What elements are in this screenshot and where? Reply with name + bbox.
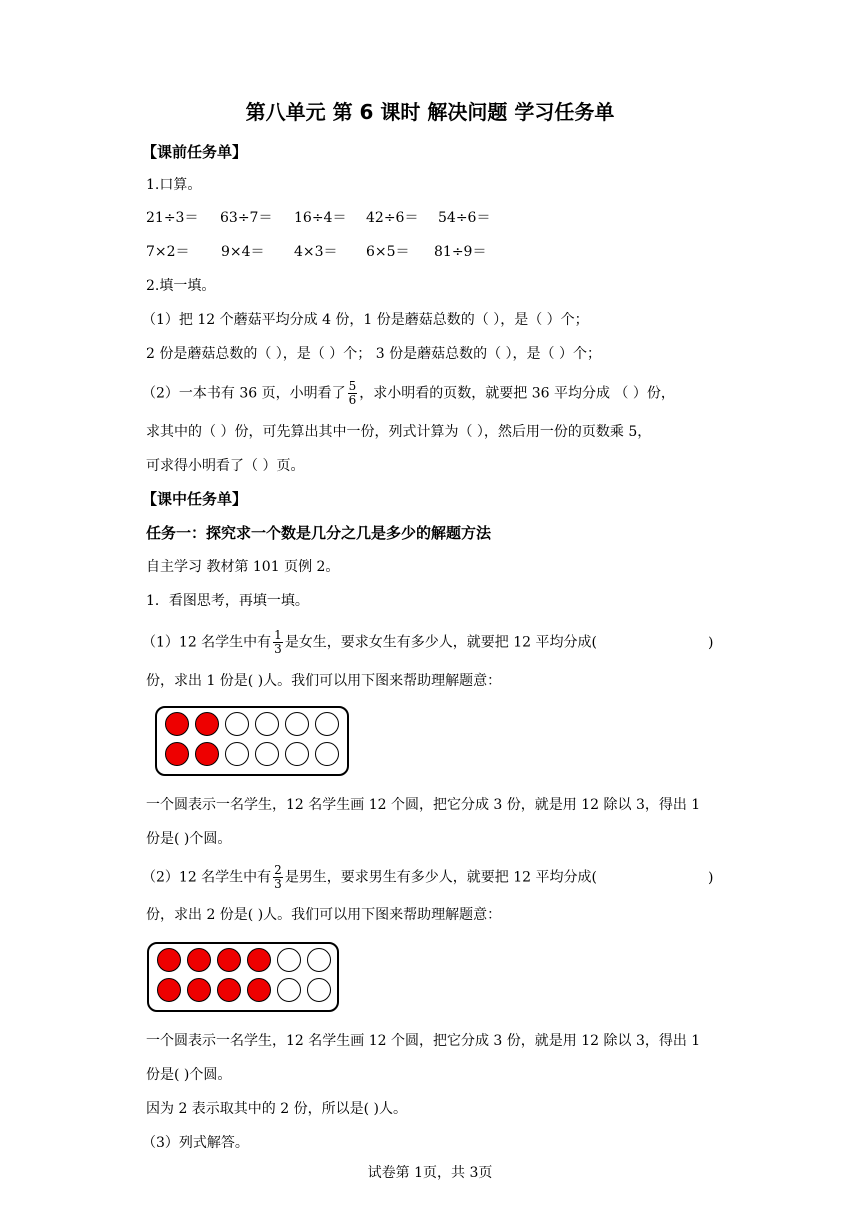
student-circle-filled	[157, 948, 181, 972]
calc-item: 21÷3＝	[146, 210, 199, 226]
student-circle-empty	[285, 742, 309, 766]
q2-2-line2: 求其中的（ ）份，可先算出其中一份，列式计算为（ ），然后用一份的页数乘 5，	[146, 424, 652, 440]
student-circle-filled	[165, 712, 189, 736]
fraction-2-3	[273, 864, 283, 891]
student-circle-empty	[285, 712, 309, 736]
student-circle-empty	[277, 978, 301, 1002]
student-circle-filled	[187, 948, 211, 972]
p2-expl2: 份是( )个圆。	[146, 1067, 232, 1083]
self-study: 自主学习 教材第 101 页例 2。	[146, 559, 340, 575]
p1-close-paren: )	[708, 635, 714, 651]
p2-expl3: 因为 2 表示取其中的 2 份，所以是( )人。	[146, 1101, 407, 1117]
in-task-header: 【课中任务单】	[142, 490, 248, 508]
fraction-denominator: 6	[348, 393, 357, 407]
p1-text-b: 是女生，要求女生有多少人，就要把 12 平均分成(	[284, 634, 597, 651]
p2-line1	[142, 864, 597, 891]
q2-1-line2: 2 份是蘑菇总数的（ ），是（ ）个； 3 份是蘑菇总数的（ ），是（ ）个；	[146, 346, 601, 362]
calc-item: 81÷9＝	[434, 244, 487, 260]
q1-label: 1.口算。	[146, 177, 202, 193]
fraction-denominator: 3	[274, 642, 282, 656]
q2-2-text-a: （2）一本书有 36 页，小明看了	[142, 385, 346, 402]
student-circle-empty	[315, 712, 339, 736]
student-circle-filled	[247, 948, 271, 972]
p2-close-paren: )	[708, 870, 714, 886]
student-circle-empty	[307, 978, 331, 1002]
calc-item: 6×5＝	[366, 244, 410, 260]
calc-item: 9×4＝	[221, 244, 265, 260]
student-circle-empty	[255, 712, 279, 736]
student-circle-filled	[195, 712, 219, 736]
p3-label: （3）列式解答。	[142, 1135, 249, 1151]
task1-title: 任务一：探究求一个数是几分之几是多少的解题方法	[146, 524, 492, 542]
page-title: 第八单元 第 6 课时 解决问题 学习任务单	[245, 100, 615, 124]
fraction-1-3	[273, 629, 283, 656]
student-circle-filled	[187, 978, 211, 1002]
p2-text-a: （2）12 名学生中有	[142, 869, 272, 886]
p1-line1	[142, 629, 597, 656]
student-circle-empty	[277, 948, 301, 972]
student-circle-empty	[307, 948, 331, 972]
student-circle-empty	[315, 742, 339, 766]
fraction-numerator: 2	[274, 863, 282, 877]
calc-item: 7×2＝	[146, 244, 190, 260]
calc-item: 42÷6＝	[366, 210, 419, 226]
calc-item: 63÷7＝	[220, 210, 273, 226]
student-circle-empty	[255, 742, 279, 766]
student-circle-empty	[225, 712, 249, 736]
page-footer: 试卷第 1页，共 3页	[367, 1165, 493, 1181]
calc-item: 16÷4＝	[294, 210, 347, 226]
q2-2-line3: 可求得小明看了（ ）页。	[146, 458, 305, 474]
student-circle-empty	[225, 742, 249, 766]
calc-item: 4×3＝	[294, 244, 338, 260]
fraction-denominator: 3	[274, 877, 282, 891]
pre-task-header: 【课前任务单】	[142, 143, 248, 161]
p1-line2: 份，求出 1 份是( )人。我们可以用下图来帮助理解题意：	[146, 673, 502, 689]
q2-1-line1: （1）把 12 个蘑菇平均分成 4 份，1 份是蘑菇总数的（ ），是（ ）个；	[142, 312, 589, 328]
student-circle-filled	[165, 742, 189, 766]
p2-text-b: 是男生，要求男生有多少人，就要把 12 平均分成(	[284, 869, 597, 886]
p2-line2: 份，求出 2 份是( )人。我们可以用下图来帮助理解题意：	[146, 907, 502, 923]
student-circle-filled	[157, 978, 181, 1002]
p1-expl1: 一个圆表示一名学生，12 名学生画 12 个圆，把它分成 3 份，就是用 12 除以 3，得出 1	[146, 797, 701, 813]
student-circle-filled	[217, 978, 241, 1002]
q2-2-text-b: ，求小明看的页数，就要把 36 平均分成 （ ）份，	[359, 385, 675, 402]
p2-expl1: 一个圆表示一名学生，12 名学生画 12 个圆，把它分成 3 份，就是用 12 除以 3，得出 1	[146, 1033, 701, 1049]
fraction-numerator: 5	[348, 379, 357, 393]
q2-2-line1	[142, 380, 675, 407]
student-circle-filled	[195, 742, 219, 766]
p1-expl2: 份是( )个圆。	[146, 831, 232, 847]
fraction-5-6	[348, 380, 358, 407]
look-think-label: 1．看图思考，再填一填。	[146, 593, 309, 609]
p1-text-a: （1）12 名学生中有	[142, 634, 272, 651]
student-circle-filled	[247, 978, 271, 1002]
student-circle-filled	[217, 948, 241, 972]
calc-item: 54÷6＝	[438, 210, 491, 226]
q2-label: 2.填一填。	[146, 278, 216, 294]
fraction-numerator: 1	[274, 628, 282, 642]
